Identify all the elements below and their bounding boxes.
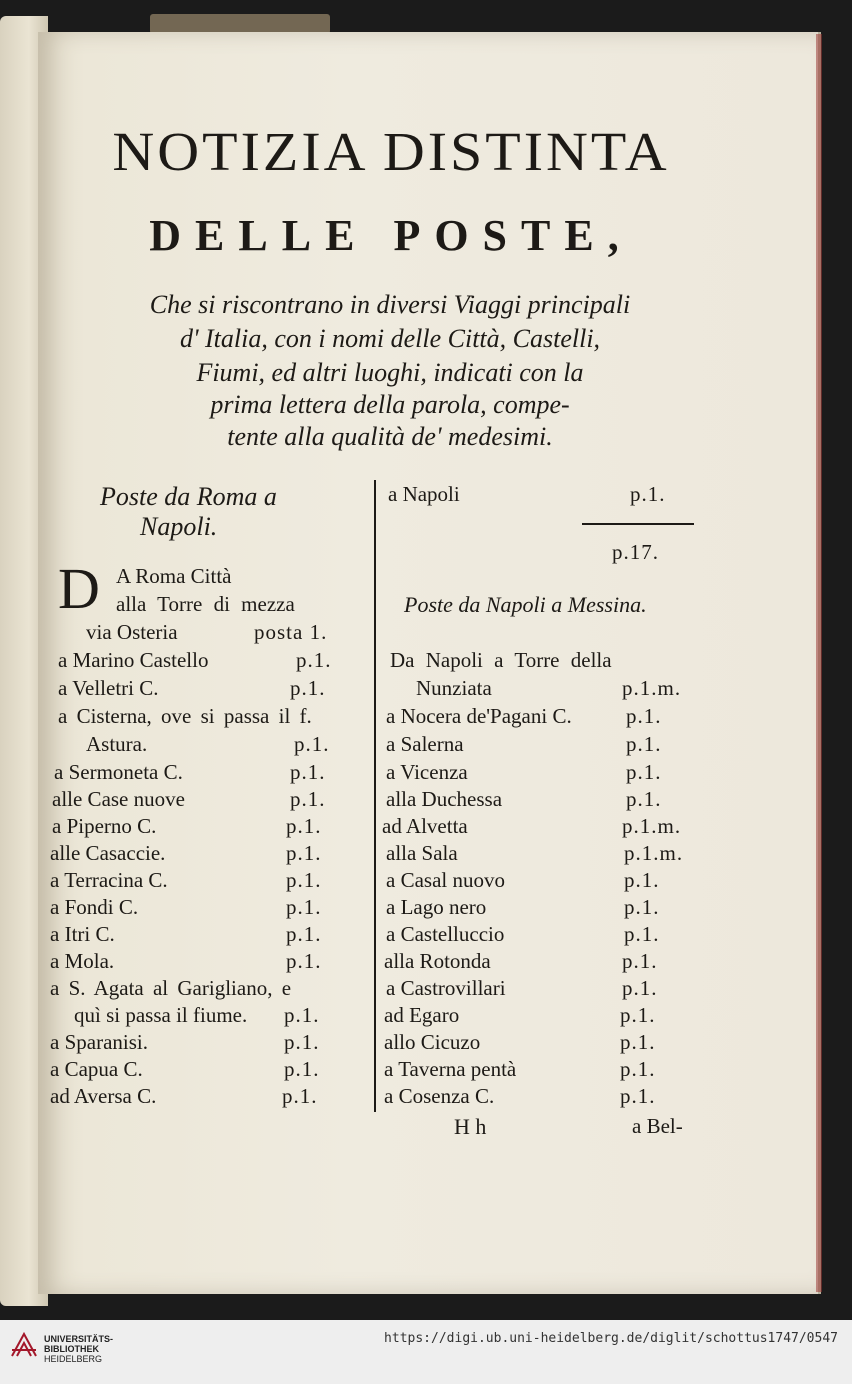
posts-value: p.1. (626, 787, 662, 811)
intro-line: Fiumi, ed altri luoghi, indicati con la (196, 358, 584, 387)
catchword: a Bel- (632, 1114, 683, 1138)
posts-value: p.1.m. (622, 676, 682, 700)
drop-cap: D (58, 556, 100, 621)
route-entry: a Piperno C. (52, 814, 157, 838)
route-entry: a Castelluccio (386, 922, 505, 946)
route-entry: a Lago nero (386, 895, 487, 919)
route-entry: a Mola. (50, 949, 115, 973)
viewer-footer (0, 1320, 852, 1384)
page-title: NOTIZIA DISTINTA (112, 120, 670, 183)
route-entry: a Cisterna, ove si passa il f. (58, 704, 312, 728)
posts-value: p.1. (282, 1084, 318, 1108)
posts-value: p.1. (624, 895, 660, 919)
posts-value: p.1. (620, 1084, 656, 1108)
intro-line: d' Italia, con i nomi delle Città, Castelli, (179, 324, 601, 353)
posts-value: p.1. (626, 760, 662, 784)
posts-value: p.1. (624, 922, 660, 946)
page-edge (816, 34, 822, 1292)
posts-value: p.1. (284, 1057, 320, 1081)
posts-value: p.1. (290, 787, 326, 811)
route-entry: alla Sala (386, 841, 458, 865)
column-divider (374, 480, 376, 1112)
page-subtitle: DELLE POSTE, (149, 211, 633, 260)
intro-line: prima lettera della parola, compe- (210, 390, 570, 419)
logo-line: UNIVERSITÄTS- (44, 1334, 114, 1344)
posts-value: p.1. (622, 976, 658, 1000)
left-section-heading: Poste da Roma a (100, 482, 277, 511)
posts-value: p.1. (286, 922, 322, 946)
route-entry: alla Torre di mezza (116, 592, 295, 616)
route-entry: a Vicenza (386, 760, 468, 784)
posts-value: p.1. (620, 1030, 656, 1054)
posts-value: p.1. (620, 1057, 656, 1081)
posts-value: p.1. (296, 648, 332, 672)
sum-rule (582, 523, 694, 525)
route-entry: a Taverna pentà (384, 1057, 517, 1081)
logo-line: HEIDELBERG (44, 1354, 103, 1364)
route-entry: a Castrovillari (386, 976, 506, 1000)
posts-value: p.1. (630, 482, 666, 506)
posts-value: p.1. (286, 841, 322, 865)
posts-value: p.1. (286, 895, 322, 919)
posts-value: p.1. (622, 949, 658, 973)
library-logo-icon[interactable] (10, 1330, 38, 1358)
posts-value: p.1. (290, 760, 326, 784)
route-entry: a Capua C. (50, 1057, 143, 1081)
posts-value: p.1. (286, 814, 322, 838)
route-entry: a Fondi C. (50, 895, 139, 919)
route-entry: a Velletri C. (58, 676, 159, 700)
posts-value: p.1.m. (624, 841, 684, 865)
route-entry: alle Casaccie. (50, 841, 166, 865)
route-entry: ad Egaro (384, 1003, 460, 1027)
binding-strip (150, 14, 330, 34)
route-entry: quì si passa il fiume. (74, 1003, 248, 1027)
posts-value: p.1. (624, 868, 660, 892)
route-entry: ad Aversa C. (50, 1084, 157, 1108)
route-entry: alla Rotonda (384, 949, 491, 973)
route-entry: alla Duchessa (386, 787, 503, 811)
posts-value: p.1. (286, 949, 322, 973)
route-entry: a Napoli (388, 482, 460, 506)
route-entry: a Nocera de'Pagani C. (386, 704, 572, 728)
posts-total: p.17. (612, 540, 659, 564)
posts-value: p.1. (284, 1003, 320, 1027)
posts-value: p.1. (626, 704, 662, 728)
posts-value: p.1.m. (622, 814, 682, 838)
posts-value: p.1. (290, 676, 326, 700)
route-entry: A Roma Città (116, 564, 232, 588)
posts-value: p.1. (626, 732, 662, 756)
posts-value: p.1. (286, 868, 322, 892)
route-entry: via Osteria (86, 620, 178, 644)
route-entry: Nunziata (416, 676, 492, 700)
route-entry: ad Alvetta (382, 814, 468, 838)
intro-line: tente alla qualità de' medesimi. (227, 422, 553, 451)
route-entry: alle Case nuove (52, 787, 185, 811)
route-entry: allo Cicuzo (384, 1030, 481, 1054)
route-entry: a Sparanisi. (50, 1030, 148, 1054)
route-entry: a Salerna (386, 732, 464, 756)
route-entry: a Marino Castello (58, 648, 209, 672)
signature-mark: H h (454, 1114, 487, 1139)
right-section-heading: Poste da Napoli a Messina. (404, 592, 647, 617)
posts-value: p.1. (620, 1003, 656, 1027)
posts-value: posta 1. (254, 620, 328, 644)
route-entry: a Casal nuovo (386, 868, 505, 892)
intro-line: Che si riscontrano in diversi Viaggi principali (149, 290, 631, 319)
route-entry: a Cosenza C. (384, 1084, 495, 1108)
route-entry: a Itri C. (50, 922, 115, 946)
route-entry: Astura. (86, 732, 148, 756)
logo-line: BIBLIOTHEK (44, 1344, 99, 1354)
route-entry: a Terracina C. (50, 868, 168, 892)
permalink-url[interactable]: https://digi.ub.uni-heidelberg.de/diglit/schottus1747/0547 (384, 1331, 838, 1346)
route-entry: Da Napoli a Torre della (390, 648, 612, 672)
route-entry: a Sermoneta C. (54, 760, 183, 784)
posts-value: p.1. (284, 1030, 320, 1054)
left-section-heading: Napoli. (140, 512, 218, 541)
route-entry: a S. Agata al Garigliano, e (50, 976, 292, 1000)
library-logo-text[interactable] (44, 1334, 113, 1364)
posts-value: p.1. (294, 732, 330, 756)
